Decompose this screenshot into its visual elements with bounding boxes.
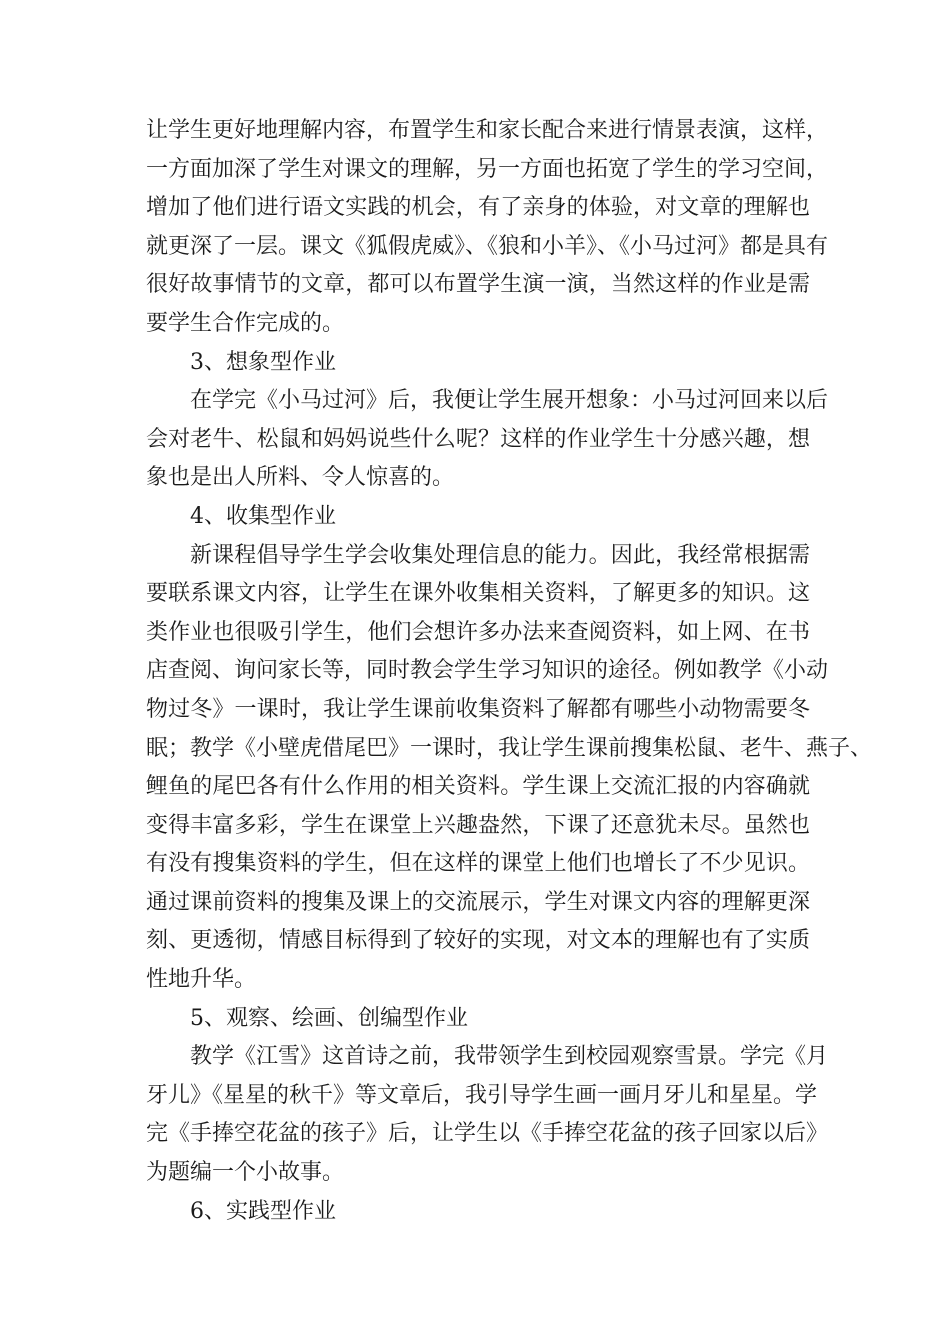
paragraph-line: 完《手捧空花盆的孩子》后，让学生以《手捧空花盆的孩子回家以后》 — [146, 1121, 829, 1147]
paragraph-line: 让学生更好地理解内容，布置学生和家长配合来进行情景表演，这样， — [146, 118, 829, 143]
paragraph-line: 店查阅、询问家长等，同时教会学生学习知识的途径。例如教学《小动 — [146, 658, 829, 684]
paragraph-line: 会对老牛、松鼠和妈妈说些什么呢？这样的作业学生十分感兴趣，想 — [146, 426, 810, 452]
section-heading: 4、收集型作业 — [190, 503, 336, 529]
paragraph-line: 有没有搜集资料的学生，但在这样的课堂上他们也增长了不少见识。 — [146, 851, 810, 877]
section-heading: 5、观察、绘画、创编型作业 — [190, 1005, 468, 1031]
paragraph-line: 眠；教学《小壁虎借尾巴》一课时，我让学生课前搜集松鼠、老牛、燕子、 — [146, 735, 873, 761]
paragraph-line: 性地升华。 — [146, 967, 257, 993]
paragraph-line: 鲤鱼的尾巴各有什么作用的相关资料。学生课上交流汇报的内容确就 — [146, 774, 810, 800]
paragraph-line: 为题编一个小故事。 — [146, 1160, 345, 1186]
document-page — [146, 112, 873, 1231]
paragraph-line: 变得丰富多彩，学生在课堂上兴趣盎然，下课了还意犹未尽。虽然也 — [146, 812, 810, 838]
section-heading: 3、想象型作业 — [190, 349, 336, 375]
paragraph-line: 就更深了一层。课文《狐假虎威》、《狼和小羊》、《小马过河》都是具有 — [146, 233, 829, 259]
paragraph-line: 很好故事情节的文章，都可以布置学生演一演，当然这样的作业是需 — [146, 272, 810, 298]
paragraph-line: 物过冬》一课时，我让学生课前收集资料了解都有哪些小动物需要冬 — [146, 696, 810, 722]
paragraph-line: 象也是出人所料、令人惊喜的。 — [146, 465, 455, 491]
paragraph-line: 一方面加深了学生对课文的理解，另一方面也拓宽了学生的学习空间， — [146, 156, 829, 182]
paragraph-line: 要学生合作完成的。 — [146, 310, 345, 336]
paragraph-line: 新课程倡导学生学会收集处理信息的能力。因此，我经常根据需 — [190, 542, 810, 568]
paragraph-line: 牙儿》《星星的秋千》等文章后，我引导学生画一画月牙儿和星星。学 — [146, 1082, 818, 1108]
section-heading: 6、实践型作业 — [190, 1198, 336, 1224]
paragraph-line: 刻、更透彻，情感目标得到了较好的实现，对文本的理解也有了实质 — [146, 928, 810, 954]
paragraph-line: 在学完《小马过河》后，我便让学生展开想象：小马过河回来以后 — [190, 388, 829, 414]
paragraph-line: 通过课前资料的搜集及课上的交流展示，学生对课文内容的理解更深 — [146, 889, 810, 915]
paragraph-line: 教学《江雪》这首诗之前，我带领学生到校园观察雪景。学完《月 — [190, 1044, 829, 1070]
paragraph-line: 类作业也很吸引学生，他们会想许多办法来查阅资料，如上网、在书 — [146, 619, 810, 645]
paragraph-line: 要联系课文内容，让学生在课外收集相关资料，了解更多的知识。这 — [146, 581, 810, 607]
paragraph-line: 增加了他们进行语文实践的机会，有了亲身的体验，对文章的理解也 — [146, 195, 810, 221]
